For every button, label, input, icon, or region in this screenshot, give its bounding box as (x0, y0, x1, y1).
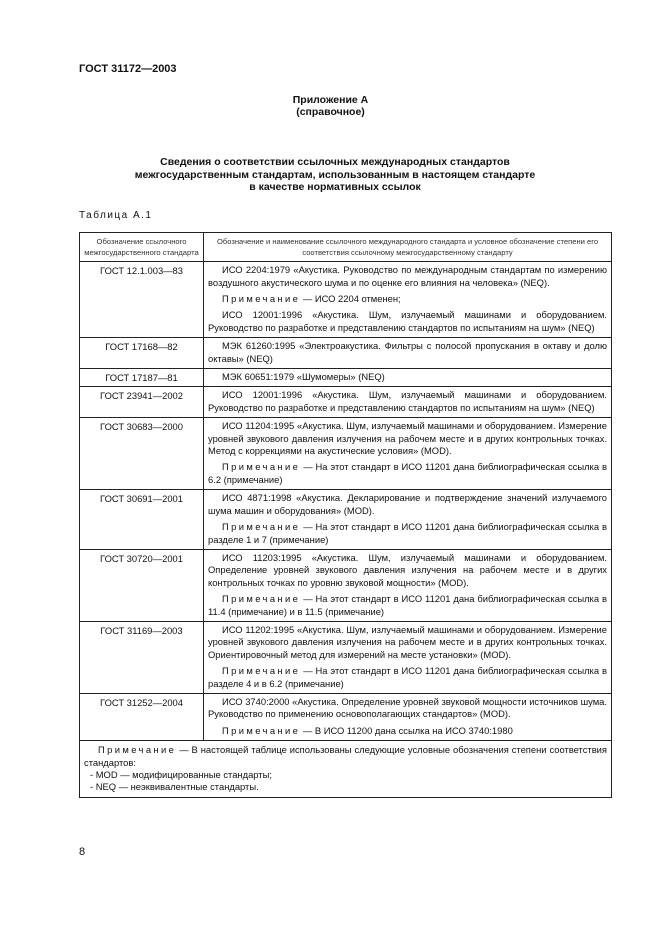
note-label: Примечание (222, 461, 301, 473)
annex-subtitle: (справочное) (296, 106, 365, 118)
gost-designation: ГОСТ 30683—2000 (80, 418, 204, 490)
annex-heading (0, 94, 661, 118)
table-footnote-row (80, 741, 612, 798)
note-label: Примечание (222, 521, 301, 533)
gost-designation: ГОСТ 30720—2001 (80, 549, 204, 621)
gost-designation: ГОСТ 17168—82 (80, 338, 204, 369)
standard-paragraph (208, 340, 607, 365)
table-row (80, 338, 612, 369)
note-label: Примечание (222, 593, 301, 605)
table-row (80, 387, 612, 418)
table-row (80, 369, 612, 387)
international-standard-cell (204, 338, 612, 369)
title-line: межгосударственным стандартам, использованным в настоящем стандарте (134, 168, 536, 181)
gost-designation: ГОСТ 17187—81 (80, 369, 204, 387)
international-standard-cell (204, 418, 612, 490)
international-standard-cell (204, 490, 612, 550)
title-line: Сведения о соответствии ссылочных международных стандартов (160, 156, 510, 168)
standard-paragraph (208, 389, 607, 414)
standard-paragraph (208, 552, 607, 589)
table-row (80, 621, 612, 693)
annex-title: Приложение А (292, 94, 369, 106)
column-header: Обозначение и наименование ссылочного международного стандарта и условное обозначение степени его соответствия ссылочному межгосударственному стандарту (204, 233, 612, 262)
standard-paragraph (208, 492, 607, 517)
section-title (120, 156, 550, 194)
paragraph-text: МЭК 61260:1995 «Электроакустика. Фильтры с полосой пропускания в октаву и долю октавы» (NEQ) (208, 340, 607, 364)
standard-paragraph (208, 371, 607, 383)
table-row (80, 693, 612, 740)
standard-paragraph (208, 264, 607, 289)
paragraph-text: — На этот стандарт в ИСО 11201 дана библиографическая ссылка в разделе 1 и 7 (примечание) (208, 521, 607, 545)
paragraph-text: ИСО 2204:1979 «Акустика. Руководство по международным стандартам по измерению воздушного акустического шума и по оценке его влияния на человека» (NEQ). (208, 264, 607, 288)
standard-paragraph (208, 696, 607, 721)
paragraph-text: ИСО 3740:2000 «Акустика. Определение уровней звуковой мощности источников шума. Руководство по применению основополагающих стандартов» (MOD). (208, 695, 607, 720)
note-paragraph (208, 593, 607, 618)
note-paragraph (208, 461, 607, 486)
paragraph-text: ИСО 12001:1996 «Акустика. Шум, излучаемый машинами и оборудованием. Руководство по разработке и представлению стандартов по испытаниям на шум» (NEQ) (208, 309, 607, 333)
international-standard-cell (204, 369, 612, 387)
standard-paragraph (208, 420, 607, 457)
standard-paragraph (208, 309, 607, 334)
note-label: Примечание (98, 744, 177, 756)
paragraph-text: — На этот стандарт в ИСО 11201 дана библиографическая ссылка в 6.2 (примечание) (208, 461, 607, 485)
note-text: — В настоящей таблице использованы следующие условные обозначения степени соответствия стандартов: (84, 744, 607, 768)
international-standard-cell (204, 693, 612, 740)
paragraph-text: МЭК 60651:1979 «Шумомеры» (NEQ) (222, 371, 385, 383)
note-label: Примечание (222, 293, 301, 304)
note-label: Примечание (222, 665, 301, 677)
international-standard-cell (204, 621, 612, 693)
table-caption: Таблица А.1 (79, 210, 153, 221)
note-paragraph (208, 293, 607, 305)
table-row (80, 549, 612, 621)
international-standard-cell (204, 262, 612, 338)
legend-item: - MOD — модифицированные стандарты; (90, 769, 272, 780)
table-footnote (80, 741, 612, 798)
paragraph-text: — На этот стандарт в ИСО 11201 дана библиографическая ссылка в разделе 4 и в 6.2 (примечание) (208, 665, 607, 689)
table-row (80, 418, 612, 490)
paragraph-text: ИСО 11204:1995 «Акустика. Шум, излучаемый машинами и оборудованием. Измерение уровней звукового давления излучения на рабочем месте и в других контрольных точках. Метод с коррекциями на акустические условия» (MOD). (208, 420, 607, 457)
paragraph-text: — ИСО 2204 отменен; (300, 293, 401, 304)
table-row (80, 490, 612, 550)
note-paragraph (208, 521, 607, 546)
legend-item: - NEQ — неэквивалентные стандарты. (90, 781, 259, 793)
gost-designation: ГОСТ 31252—2004 (80, 693, 204, 740)
paragraph-text: ИСО 12001:1996 «Акустика. Шум, излучаемый машинами и оборудованием. Руководство по разработке и представлению стандартов по испытаниям на шум» (NEQ) (208, 389, 607, 413)
page-number: 8 (79, 846, 86, 858)
standards-table (79, 232, 612, 798)
column-header: Обозначение ссылочного межгосударственного стандарта (80, 233, 204, 262)
gost-designation: ГОСТ 12.1.003—83 (80, 262, 204, 338)
table-header-row (80, 233, 612, 262)
gost-designation: ГОСТ 31169—2003 (80, 621, 204, 693)
paragraph-text: — В ИСО 11200 дана ссылка на ИСО 3740:1980 (300, 724, 513, 736)
document-header: ГОСТ 31172—2003 (79, 63, 177, 75)
note-label: Примечание (222, 724, 301, 736)
international-standard-cell (204, 387, 612, 418)
paragraph-text: ИСО 4871:1998 «Акустика. Декларирование и подтверждение значений излучаемого шума машин и оборудования» (MOD). (208, 492, 607, 516)
gost-designation: ГОСТ 30691—2001 (80, 490, 204, 550)
table-row (80, 262, 612, 338)
paragraph-text: — На этот стандарт в ИСО 11201 дана библиографическая ссылка в 11.4 (примечание) и в 11.5 (примечание) (208, 593, 607, 617)
gost-designation: ГОСТ 23941—2002 (80, 387, 204, 418)
standard-paragraph (208, 624, 607, 661)
paragraph-text: ИСО 11202:1995 «Акустика. Шум, излучаемый машинами и оборудованием. Измерение уровней звукового давления излучения на рабочем месте и в других контрольных точках. Ориентировочный метод для измерений на месте установки» (MOD). (208, 623, 607, 660)
note-paragraph (208, 665, 607, 690)
title-line: в качестве нормативных ссылок (249, 181, 421, 193)
paragraph-text: ИСО 11203:1995 «Акустика. Шум, излучаемый машинами и оборудованием. Определение уровней звукового давления излучения на рабочем месте и в других контрольных точках по уровню звуковой мощности» (MOD). (208, 551, 607, 588)
note-paragraph (208, 725, 607, 737)
international-standard-cell (204, 549, 612, 621)
